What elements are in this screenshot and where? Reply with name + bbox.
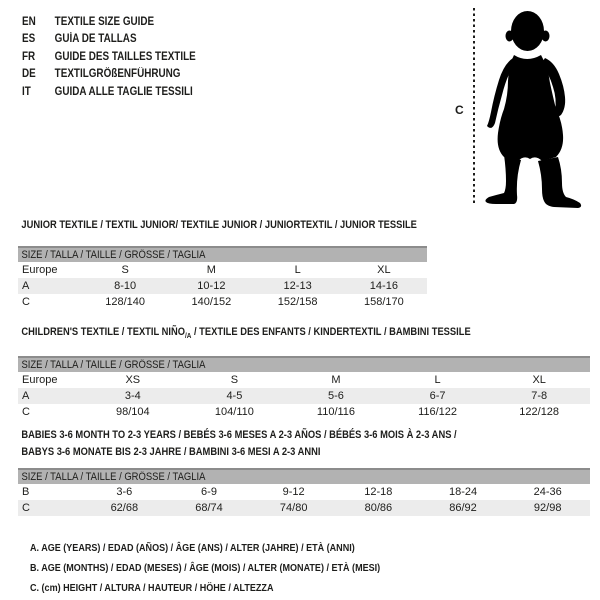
baby-silhouette [484,5,584,210]
size-cell: L [434,374,441,387]
size-cell: 122/128 [519,406,560,419]
row-label: Europe [22,264,58,276]
size-cell: M [331,374,341,387]
row-label: C [22,406,30,419]
size-cell: 152/158 [277,296,318,308]
size-cell: 80/86 [364,502,393,514]
size-cell: 110/116 [316,406,356,419]
baby-head [511,11,544,51]
size-header-bar [18,246,427,262]
size-row-c [18,294,427,310]
size-cell: 24-36 [533,486,562,498]
size-cell: 116/122 [418,406,458,419]
title-text: CHILDREN'S TEXTILE / TEXTIL NIÑO [21,326,186,338]
language-title-list [22,13,224,101]
row-label: C [22,296,30,308]
size-row-a [18,388,590,404]
height-measure-dashed-line [473,8,475,206]
size-cell: 158/170 [363,296,404,308]
language-guide-title: TEXTILGRÖßENFÜHRUNG [54,68,181,81]
language-guide-title: GUIDA ALLE TAGLIE TESSILI [54,85,193,98]
baby-ear-right [542,31,550,42]
size-cell: 6-7 [429,390,446,403]
size-header-bar [18,356,590,372]
size-cell: 3-6 [116,486,133,498]
size-row-b [18,484,590,500]
table-title-line [21,427,504,444]
baby-leg-left [485,155,521,204]
junior-size-table [18,217,427,310]
size-cell: S [121,264,129,276]
row-label: Europe [22,374,58,387]
language-guide-title: GUIDE DES TAILLES TEXTILE [54,50,196,63]
row-label: C [22,502,30,514]
table-rows [18,372,590,420]
title-text: / TEXTILE DES ENFANTS / KINDERTEXTIL / BAMBINI TESSILE [191,326,471,338]
table-title-line [21,324,504,344]
children-size-table [18,324,590,420]
size-cell: 74/80 [279,502,308,514]
size-cell: M [206,264,216,276]
title-text: JUNIOR TEXTILE / TEXTIL JUNIOR/ TEXTILE JUNIOR / JUNIORTEXTIL / JUNIOR TESSILE [21,219,417,231]
table-title [18,324,504,344]
language-row-de [22,66,196,84]
size-header-bar [18,468,590,484]
size-header-label: SIZE / TALLA / TAILLE / GRÖSSE / TAGLIA [21,249,206,261]
language-code: ES [22,33,36,46]
size-cell: 12-18 [364,486,393,498]
size-row-a [18,278,427,294]
baby-leg-right [538,157,581,208]
language-guide-title: TEXTILE SIZE GUIDE [54,15,155,28]
row-label: A [22,280,30,292]
table-box [18,246,427,310]
language-code: DE [22,68,36,81]
size-cell: 3-4 [124,390,141,403]
language-code: IT [22,85,31,98]
language-row-es [22,31,196,49]
row-label: A [22,390,30,403]
row-label: B [22,486,30,498]
size-cell: XS [125,374,141,387]
title-subscript: /A [185,331,192,341]
language-row-fr [22,48,196,66]
size-cell: 18-24 [448,486,478,498]
size-header-label: SIZE / TALLA / TAILLE / GRÖSSE / TAGLIA [21,471,206,483]
size-cell: 4-5 [226,390,243,403]
baby-ear-left [506,31,514,42]
size-cell: L [294,264,301,276]
language-code: FR [22,50,36,63]
size-cell: 10-12 [197,280,226,292]
table-title [18,427,504,461]
size-row-c [18,404,590,420]
table-title [18,217,417,234]
size-cell: 12-13 [283,280,312,292]
footnote-c: C. (cm) HEIGHT / ALTURA / HAUTEUR / HÖHE / ALTEZZA [30,582,274,594]
babies-size-table [18,427,590,516]
footnote-b: B. AGE (MONTHS) / EDAD (MESES) / ÂGE (MOIS) / ALTER (MONATE) / ETÀ (MESI) [30,562,381,574]
size-cell: 9-12 [282,486,305,498]
footnotes [30,538,437,598]
size-cell: 86/92 [449,502,477,514]
size-cell: 62/68 [110,502,139,514]
size-cell: 8-10 [114,280,137,292]
table-box [18,356,590,420]
size-cell: 92/98 [533,502,562,514]
size-cell: 128/140 [105,296,145,308]
size-cell: 140/152 [191,296,232,308]
size-header-label: SIZE / TALLA / TAILLE / GRÖSSE / TAGLIA [21,359,206,372]
size-cell: XL [377,264,391,276]
size-cell: 98/104 [115,406,150,419]
language-code: EN [22,15,36,28]
size-cell: 7-8 [531,390,548,403]
table-rows [18,484,590,516]
size-cell: 68/74 [195,502,223,514]
size-cell: 6-9 [201,486,217,498]
title-text: BABIES 3-6 MONTH TO 2-3 YEARS / BEBÉS 3-6 MESES A 2-3 AÑOS / BÉBÉS 3-6 MOIS À 2-3 ANS / [21,429,457,441]
footnote-a: A. AGE (YEARS) / EDAD (AÑOS) / ÂGE (ANS) / ALTER (JAHRE) / ETÀ (ANNI) [30,542,355,554]
size-row-c [18,500,590,516]
language-guide-title: GUÍA DE TALLAS [54,33,137,46]
table-box [18,468,590,516]
language-row-en [22,13,196,31]
table-rows [18,262,427,310]
size-cell: XL [532,374,546,387]
size-row-europe [18,262,427,278]
size-cell: S [230,374,239,387]
language-row-it [22,83,196,101]
height-measure-label: C [455,103,464,117]
title-text: BABYS 3-6 MONATE BIS 2-3 JAHRE / BAMBINI 3-6 MESI A 2-3 ANNI [21,446,321,458]
size-cell: 104/110 [214,406,254,419]
size-cell: 5-6 [328,390,344,403]
table-title-line [21,444,504,461]
size-cell: 14-16 [369,280,398,292]
size-row-europe [18,372,590,388]
table-title-line [21,217,417,234]
